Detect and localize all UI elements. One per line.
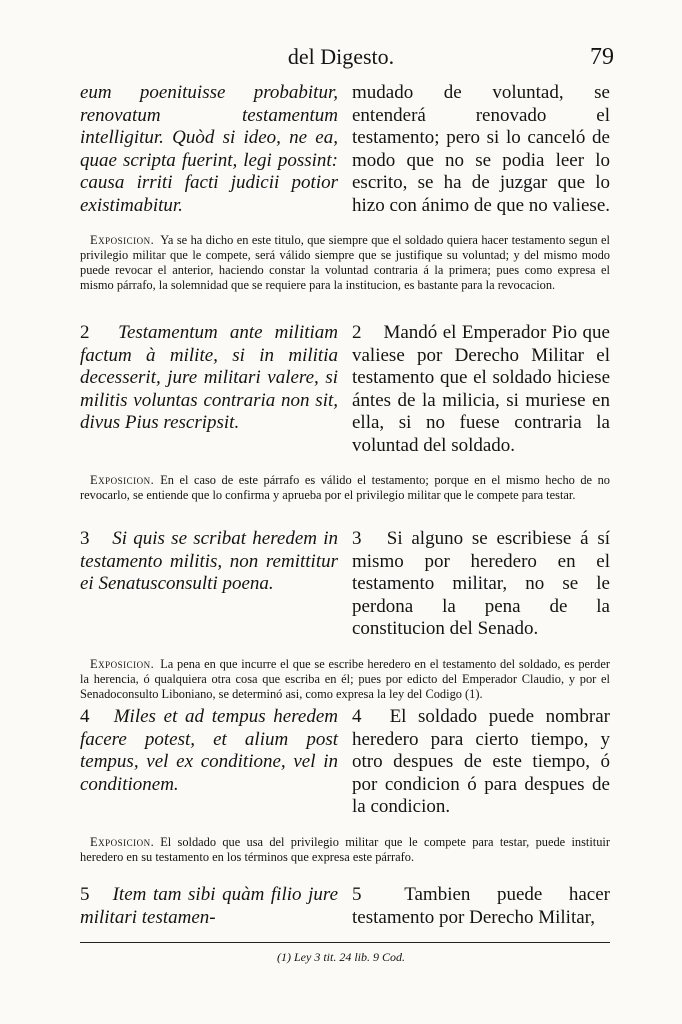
running-title: del Digesto. (287, 44, 395, 69)
paragraph-number: 4 (80, 706, 90, 727)
exposicion-label: Exposicion. (90, 834, 155, 849)
section-1 (80, 82, 610, 293)
exposicion-text: El soldado que usa del privilegio militar que le compete para testar, puede instituir heredero en su testamento en los términos que expresa este párrafo. (80, 834, 610, 864)
paragraph-number: 3 (80, 528, 90, 549)
paragraph-pair (80, 884, 610, 929)
latin-text (80, 322, 338, 457)
spanish-text (352, 322, 610, 457)
latin-text (80, 528, 338, 641)
spanish-body: Tambien puede hacer testamento por Derecho Militar, (352, 884, 610, 928)
latin-text (80, 706, 338, 819)
latin-body: Item tam sibi quàm filio jure militari testamen- (80, 884, 338, 928)
spanish-text (352, 528, 610, 641)
exposicion-text: Ya se ha dicho en este titulo, que siempre que el soldado quiera hacer testamento segun el privilegio militar que le compete, será válido siempre que se justifique su voluntad; y del mismo modo puede revocar el anterior, haciendo constar la voluntad contraria á la primera; pues como expresa el mismo párrafo, la solemnidad que se requiere para la institucion, es bastante para la revocacion. (80, 233, 610, 292)
latin-text (80, 884, 338, 929)
exposicion (80, 233, 610, 293)
latin-body: Si quis se scribat heredem in testamento militis, non remittitur ei Senatusconsulti poena. (80, 528, 339, 594)
paragraph-number: 2 (352, 322, 362, 343)
exposicion (80, 835, 610, 865)
footnote: (1) Ley 3 tit. 24 lib. 9 Cod. (277, 950, 405, 964)
exposicion-text: En el caso de este párrafo es válido el testamento; porque en el mismo hecho de no revocarlo, se entiende que lo confirma y aprueba por el privilegio militar que le compete para testar. (80, 473, 610, 502)
exposicion (80, 473, 610, 503)
spanish-body: Mandó el Emperador Pio que valiese por Derecho Militar el testamento que el soldado hiciese ántes de la milicia, si muriese en ella, si no fuese contraria la voluntad del soldado. (352, 322, 610, 456)
exposicion-label: Exposicion. (90, 473, 155, 487)
spanish-text (352, 884, 610, 929)
paragraph-number: 5 (80, 884, 90, 905)
section-2 (80, 322, 610, 503)
exposicion-label: Exposicion. (90, 233, 155, 247)
spanish-text: mudado de voluntad, se entenderá renovado el testamento; pero si lo canceló de modo que no se podia leer lo escrito, se ha de juzgar que lo hizo con ánimo de que no valiese. (352, 82, 611, 216)
spanish-body: Si alguno se escribiese á sí mismo por heredero en el testamento militar, no se le perdona la pena de la constitucion del Senado. (352, 528, 610, 639)
page-header (0, 40, 682, 80)
paragraph-number: 4 (352, 706, 362, 727)
footnote-rule (80, 942, 610, 943)
exposicion-text: La pena en que incurre el que se escribe heredero en el testamento del soldado, es perder la herencia, ó qualquiera otra cosa que escriba en él; pues por edicto del Emperador Claudio, y por el Senadoconsulto Liboniano, se determinó asi, como expresa la ley del Codigo (1). (80, 656, 610, 701)
latin-text: eum poenituisse probabitur, renovatum testamentum intelligitur. Quòd si ideo, ne ea, quae scripta fuerint, legi possint: causa irriti facti judicii potior existimabitur. (80, 82, 338, 216)
paragraph-pair (80, 528, 610, 641)
paragraph-number: 5 (352, 884, 362, 905)
spanish-body: El soldado puede nombrar heredero para cierto tiempo, y otro despues de este tiempo, ó por condicion ó para despues de la condicion. (352, 706, 611, 817)
latin-body: Miles et ad tempus heredem facere potest, et alium post tempus, vel ex conditione, vel in conditionem. (80, 706, 339, 795)
paragraph-pair (80, 706, 610, 819)
paragraph-pair (80, 82, 610, 217)
paragraph-number: 2 (80, 322, 90, 343)
exposicion (80, 657, 610, 702)
section-3 (80, 528, 610, 702)
exposicion-label: Exposicion. (90, 656, 155, 671)
section-5 (80, 884, 610, 929)
latin-body: Testamentum ante militiam factum à milite, si in militia decesserit, jure militari valere, si militis voluntas contraria non sit, divus Pius rescripsit. (80, 322, 338, 433)
spanish-text (352, 706, 610, 819)
paragraph-pair (80, 322, 610, 457)
page-number: 79 (590, 44, 614, 70)
section-4 (80, 706, 610, 865)
paragraph-number: 3 (352, 528, 362, 549)
